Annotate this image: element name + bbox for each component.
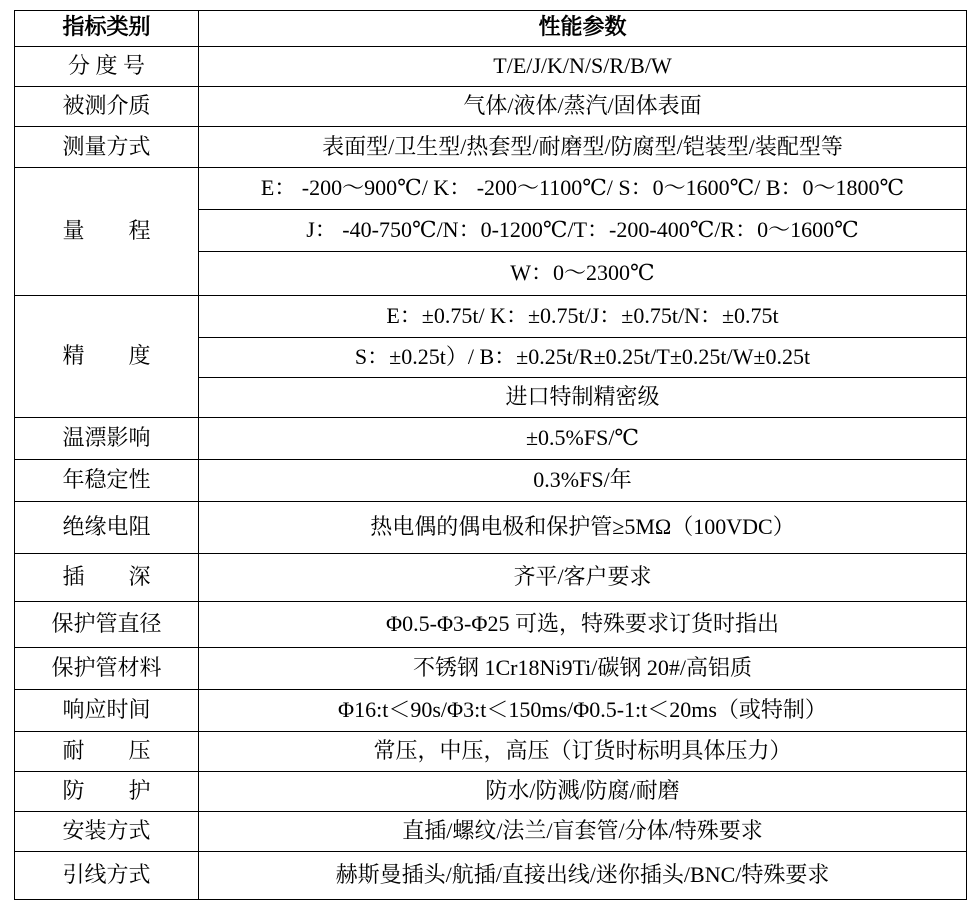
value-accuracy-line1: E：±0.75t/ K：±0.75t/J：±0.75t/N：±0.75t [199,296,967,338]
table-row [15,296,967,338]
table-row [15,812,967,852]
label-tube-diameter: 保护管直径 [15,602,199,648]
label-tube-material: 保护管材料 [15,648,199,690]
label-insulation: 绝缘电阻 [15,502,199,554]
value-response: Φ16:t＜90s/Φ3:t＜150ms/Φ0.5-1:t＜20ms（或特制） [199,690,967,732]
value-installation: 直插/螺纹/法兰/盲套管/分体/特殊要求 [199,812,967,852]
value-medium: 气体/液体/蒸汽/固体表面 [199,87,967,127]
value-protection: 防水/防溅/防腐/耐磨 [199,772,967,812]
label-method: 测量方式 [15,127,199,168]
value-method: 表面型/卫生型/热套型/耐磨型/防腐型/铠装型/装配型等 [199,127,967,168]
value-insertion: 齐平/客户要求 [199,554,967,602]
table-row [15,127,967,168]
value-insulation: 热电偶的偶电极和保护管≥5MΩ（100VDC） [199,502,967,554]
label-response: 响应时间 [15,690,199,732]
label-medium: 被测介质 [15,87,199,127]
table-row [15,648,967,690]
value-tube-diameter: Φ0.5-Φ3-Φ25 可选，特殊要求订货时指出 [199,602,967,648]
value-range-line1: E： -200～900℃/ K： -200～1100℃/ S：0～1600℃/ B：0～1800℃ [199,168,967,210]
label-graduation: 分 度 号 [15,47,199,87]
table-row [15,502,967,554]
label-range: 量 程 [15,168,199,296]
table-row [15,87,967,127]
value-stability: 0.3%FS/年 [199,460,967,502]
spec-table [14,10,967,900]
table-row [15,690,967,732]
value-range-line2: J： -40-750℃/N：0-1200℃/T：-200-400℃/R：0～1600℃ [199,210,967,252]
label-temp-drift: 温漂影响 [15,418,199,460]
table-row [15,772,967,812]
table-row [15,852,967,900]
table-row [15,168,967,210]
value-lead: 赫斯曼插头/航插/直接出线/迷你插头/BNC/特殊要求 [199,852,967,900]
table-row [15,602,967,648]
label-accuracy: 精 度 [15,296,199,418]
label-installation: 安装方式 [15,812,199,852]
table-row [15,418,967,460]
value-temp-drift: ±0.5%FS/℃ [199,418,967,460]
table-row [15,554,967,602]
label-stability: 年稳定性 [15,460,199,502]
label-insertion: 插 深 [15,554,199,602]
table-row [15,47,967,87]
value-tube-material: 不锈钢 1Cr18Ni9Ti/碳钢 20#/高铝质 [199,648,967,690]
label-pressure: 耐 压 [15,732,199,772]
value-accuracy-line2: S：±0.25t）/ B：±0.25t/R±0.25t/T±0.25t/W±0.25t [199,338,967,378]
value-pressure: 常压，中压，高压（订货时标明具体压力） [199,732,967,772]
value-range-line3: W：0～2300℃ [199,252,967,296]
header-parameters: 性能参数 [199,11,967,47]
table-row [15,732,967,772]
label-protection: 防 护 [15,772,199,812]
header-category: 指标类别 [15,11,199,47]
label-lead: 引线方式 [15,852,199,900]
value-accuracy-line3: 进口特制精密级 [199,378,967,418]
header-row [15,11,967,47]
table-row [15,460,967,502]
value-graduation: T/E/J/K/N/S/R/B/W [199,47,967,87]
